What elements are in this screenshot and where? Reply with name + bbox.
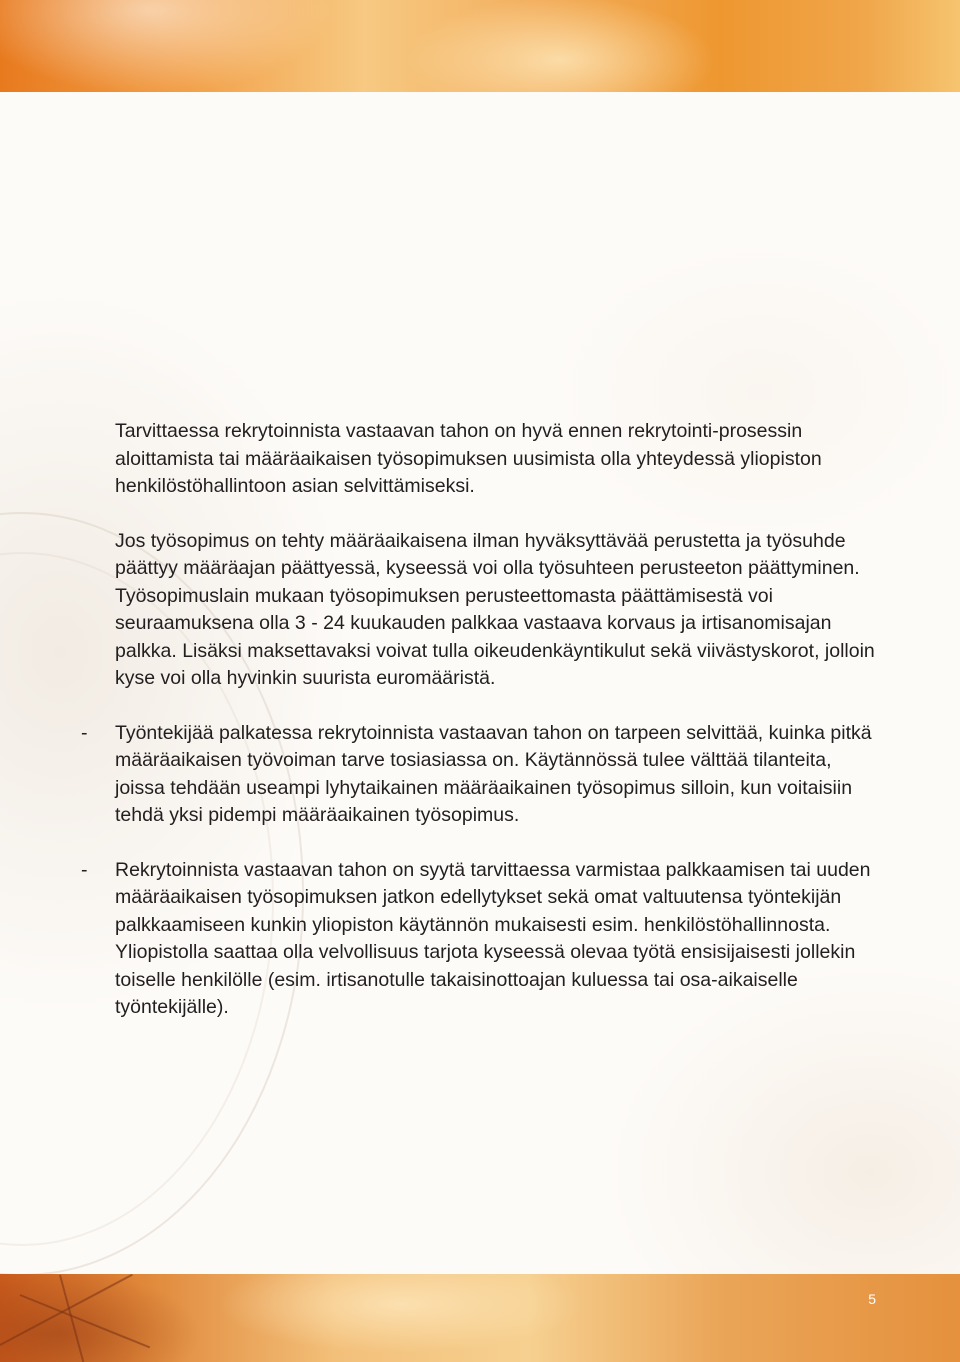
list-item <box>81 857 885 1022</box>
paragraph-consequences: Jos työsopimus on tehty määräaikaisena ilman hyväksyttävää perustetta ja työsuhde päättyy määräajan päättyessä, kyseessä voi olla työsuhteen perusteeton päättyminen. Työsopimuslain mukaan työsopimuksen perusteettomasta päättämisestä voi seuraamuksena olla 3 - 24 kuukauden palkkaa vastaava korvaus ja irtisanomisajan palkka. Lisäksi maksettavaksi voivat tulla oikeudenkäyntikulut sekä viivästyskorot, jolloin kyse voi olla hyvinkin suurista euromääristä. <box>115 529 875 689</box>
list-item-text: Rekrytoinnista vastaavan tahon on syytä tarvittaessa varmistaa palkkaamisen tai uuden määräaikaisen työsopimuksen jatkon edellytykset sekä omat valtuutensa työntekijän palkkaamiseen kunkin yliopiston käytännön mukaisesti esim. henkilöstöhallinnosta. Yliopistolla saattaa olla velvollisuus tarjota kyseessä olevaa työtä ensisijaisesti jollekin toiselle henkilölle (esim. irtisanotulle takaisinottoajan kuluessa tai osa-aikaiselle työntekijälle). <box>115 858 871 1018</box>
page-number: 5 <box>868 1291 876 1307</box>
list-item <box>81 720 885 830</box>
compass-line <box>0 1274 133 1346</box>
bullet-dash: - <box>81 858 88 881</box>
bottom-decorative-banner <box>0 1274 960 1362</box>
list-item-text: Työntekijää palkatessa rekrytoinnista vastaavan tahon on tarpeen selvittää, kuinka pitkä määräaikaisen työvoiman tarve tosiasiassa on. Käytännössä tulee välttää tilanteita, joissa tehdään useampi lyhytaikainen määräaikainen työsopimus silloin, kun voitaisiin tehdä yksi pidempi määräaikainen työsopimus. <box>115 721 872 826</box>
compass-line <box>20 1294 151 1348</box>
paragraph-intro: Tarvittaessa rekrytoinnista vastaavan tahon on hyvä ennen rekrytointi-prosessin aloittamista tai määräaikaisen työsopimuksen uusimista olla yhteydessä yliopiston henkilöstöhallintoon asian selvittämiseksi. <box>115 420 822 497</box>
bullet-dash: - <box>81 721 88 744</box>
document-body <box>81 418 885 1049</box>
top-decorative-banner <box>0 0 960 92</box>
